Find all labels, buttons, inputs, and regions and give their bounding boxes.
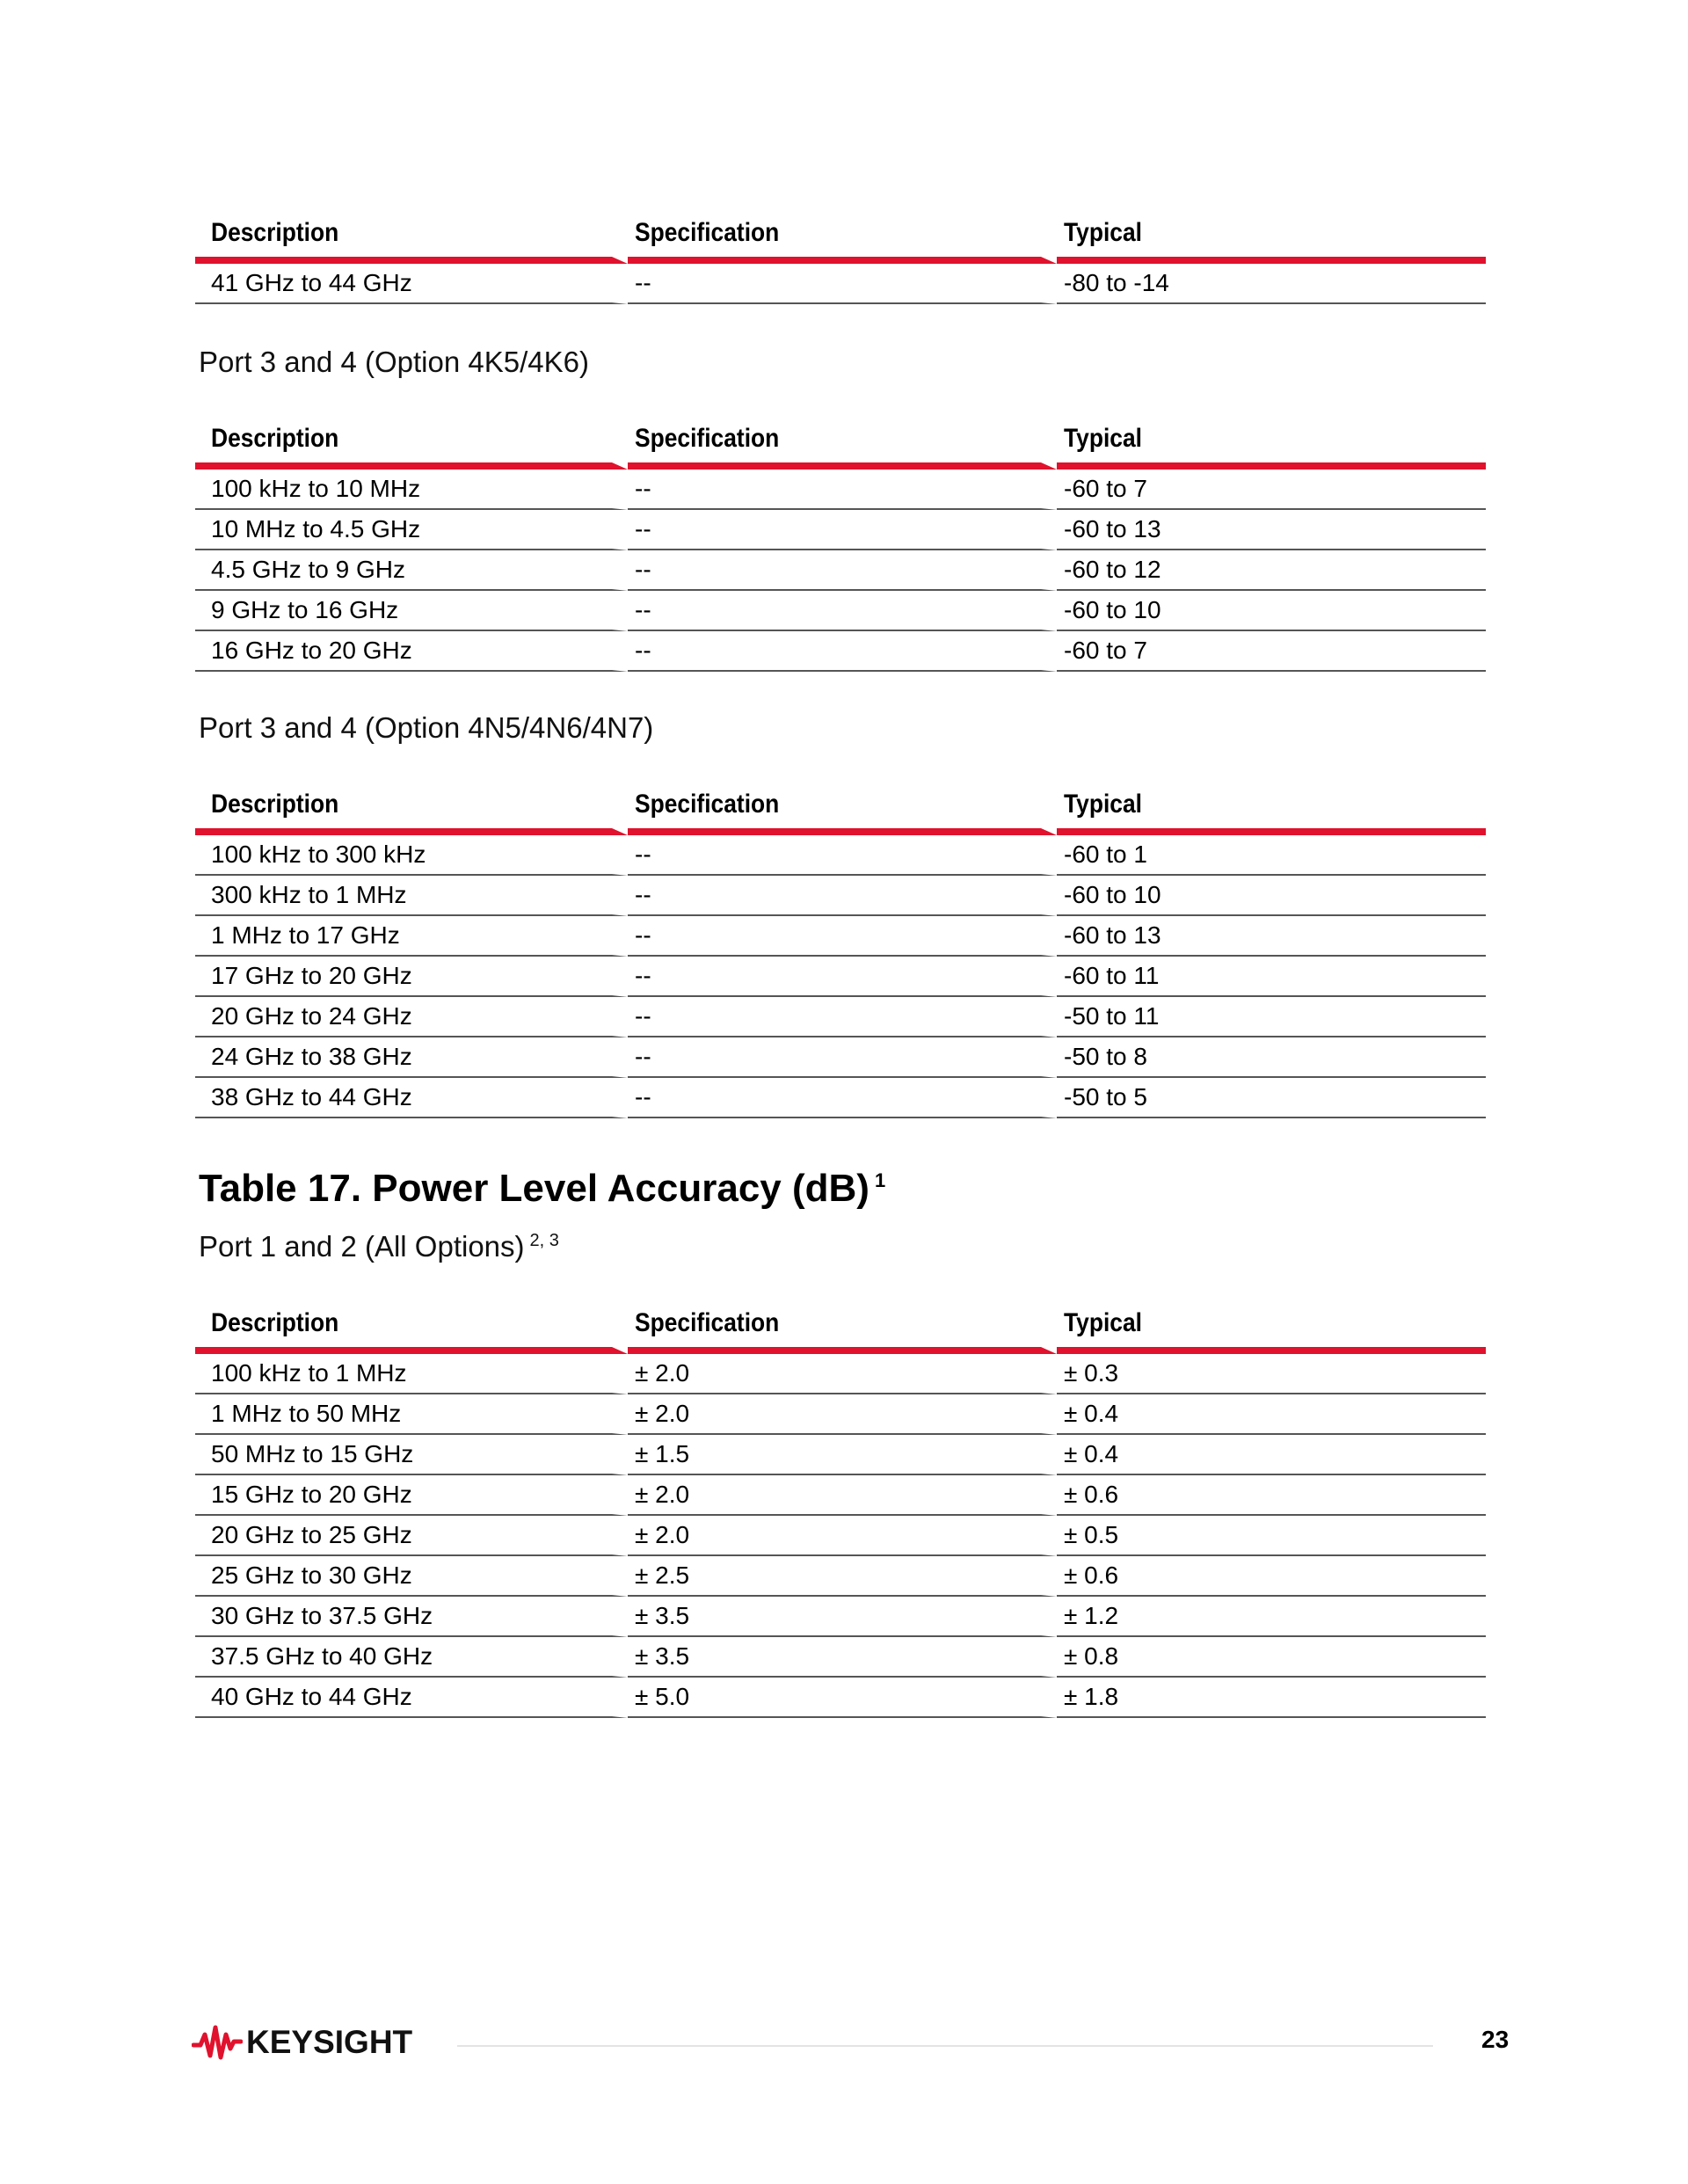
table-row [195,264,1486,304]
header-description: Description [195,1285,628,1354]
cell-specification: -- [628,264,1057,304]
section-subtitle: Port 1 and 2 (All Options) $^{2, 3}$ [199,1230,559,1263]
cell-description: 38 GHz to 44 GHz [195,1078,628,1118]
cell-specification: ± 2.0 [628,1475,1057,1516]
table-row [195,916,1486,957]
cell-specification: -- [628,957,1057,997]
cell-typical: -80 to -14 [1057,264,1486,304]
table-row [195,1037,1486,1078]
cell-specification: ± 2.0 [628,1394,1057,1435]
cell-typical: -60 to 7 [1057,470,1486,510]
cell-description: 30 GHz to 37.5 GHz [195,1597,628,1637]
table-row [195,1475,1486,1516]
cell-typical: ± 0.5 [1057,1516,1486,1556]
header-description: Description [195,401,628,470]
cell-description: 100 kHz to 10 MHz [195,470,628,510]
cell-typical: -50 to 5 [1057,1078,1486,1118]
header-typical: Typical [1057,195,1486,264]
header-description: Description [195,195,628,264]
cell-description: 16 GHz to 20 GHz [195,631,628,672]
table-row [195,470,1486,510]
header-specification: Specification [628,195,1057,264]
table-row [195,1637,1486,1678]
cell-typical: ± 0.6 [1057,1475,1486,1516]
table-row [195,997,1486,1037]
port34-4n-block [195,710,1486,1118]
cell-description: 1 MHz to 17 GHz [195,916,628,957]
header-typical: Typical [1057,1285,1486,1354]
section-subtitle: Port 3 and 4 (Option 4K5/4K6) [199,346,589,378]
cell-description: 9 GHz to 16 GHz [195,591,628,631]
cell-description: 50 MHz to 15 GHz [195,1435,628,1475]
cell-specification: -- [628,876,1057,916]
cell-specification: ± 3.5 [628,1637,1057,1678]
continued-table-block [195,195,1486,304]
table-header-row [195,1285,1486,1354]
cell-typical: -60 to 10 [1057,591,1486,631]
cell-specification: -- [628,510,1057,550]
port34-4k-table [195,401,1486,672]
header-specification: Specification [628,767,1057,835]
table-row [195,1078,1486,1118]
table-row [195,876,1486,916]
cell-specification: -- [628,1037,1057,1078]
table-header-row [195,767,1486,835]
table-header-row [195,195,1486,264]
table17-block [195,1166,1486,1718]
table-row [195,957,1486,997]
port34-4n-table [195,767,1486,1118]
cell-description: 100 kHz to 300 kHz [195,835,628,876]
footer-divider [457,2045,1433,2047]
cell-description: 37.5 GHz to 40 GHz [195,1637,628,1678]
cell-typical: ± 0.8 [1057,1637,1486,1678]
table-row [195,1435,1486,1475]
cell-specification: ± 2.5 [628,1556,1057,1597]
cell-specification: -- [628,1078,1057,1118]
cell-typical: -60 to 13 [1057,510,1486,550]
cell-specification: -- [628,997,1057,1037]
keysight-wave-icon [192,2022,243,2063]
cell-description: 17 GHz to 20 GHz [195,957,628,997]
cell-typical: ± 1.2 [1057,1597,1486,1637]
table-row [195,1556,1486,1597]
table-row [195,550,1486,591]
table-row [195,1516,1486,1556]
table-row [195,1394,1486,1435]
cell-specification: -- [628,916,1057,957]
cell-specification: -- [628,591,1057,631]
cell-typical: ± 0.4 [1057,1394,1486,1435]
cell-typical: ± 0.6 [1057,1556,1486,1597]
cell-description: 4.5 GHz to 9 GHz [195,550,628,591]
continued-table [195,195,1486,304]
table-row [195,1678,1486,1718]
cell-description: 20 GHz to 24 GHz [195,997,628,1037]
cell-typical: -50 to 11 [1057,997,1486,1037]
cell-typical: ± 0.3 [1057,1354,1486,1394]
cell-description: 1 MHz to 50 MHz [195,1394,628,1435]
cell-description: 24 GHz to 38 GHz [195,1037,628,1078]
table-row [195,591,1486,631]
table-row [195,1597,1486,1637]
cell-specification: -- [628,550,1057,591]
table-row [195,631,1486,672]
table-row [195,510,1486,550]
cell-typical: -60 to 10 [1057,876,1486,916]
cell-typical: ± 0.4 [1057,1435,1486,1475]
cell-typical: -60 to 13 [1057,916,1486,957]
cell-specification: ± 3.5 [628,1597,1057,1637]
cell-description: 300 kHz to 1 MHz [195,876,628,916]
page-number: 23 [1481,2026,1510,2053]
cell-specification: ± 2.0 [628,1516,1057,1556]
cell-description: 100 kHz to 1 MHz [195,1354,628,1394]
brand-name: KEYSIGHT [246,2024,413,2060]
section-subtitle: Port 3 and 4 (Option 4N5/4N6/4N7) [199,711,654,744]
table-title: Table 17. Power Level Accuracy (dB) $^1$ [199,1167,886,1210]
cell-specification: ± 2.0 [628,1354,1057,1394]
cell-typical: ± 1.8 [1057,1678,1486,1718]
header-description: Description [195,767,628,835]
cell-typical: -60 to 1 [1057,835,1486,876]
cell-typical: -60 to 7 [1057,631,1486,672]
cell-typical: -50 to 8 [1057,1037,1486,1078]
cell-description: 40 GHz to 44 GHz [195,1678,628,1718]
header-typical: Typical [1057,401,1486,470]
power-accuracy-table [195,1285,1486,1718]
cell-description: 20 GHz to 25 GHz [195,1516,628,1556]
cell-specification: -- [628,470,1057,510]
cell-description: 15 GHz to 20 GHz [195,1475,628,1516]
cell-specification: ± 1.5 [628,1435,1057,1475]
header-specification: Specification [628,1285,1057,1354]
table-row [195,1354,1486,1394]
keysight-logo [192,2020,412,2064]
table-header-row [195,401,1486,470]
header-typical: Typical [1057,767,1486,835]
table-row [195,835,1486,876]
cell-specification: ± 5.0 [628,1678,1057,1718]
cell-specification: -- [628,631,1057,672]
cell-typical: -60 to 11 [1057,957,1486,997]
cell-description: 41 GHz to 44 GHz [195,264,628,304]
cell-typical: -60 to 12 [1057,550,1486,591]
port34-4k-block [195,345,1486,672]
cell-description: 10 MHz to 4.5 GHz [195,510,628,550]
header-specification: Specification [628,401,1057,470]
cell-description: 25 GHz to 30 GHz [195,1556,628,1597]
cell-specification: -- [628,835,1057,876]
